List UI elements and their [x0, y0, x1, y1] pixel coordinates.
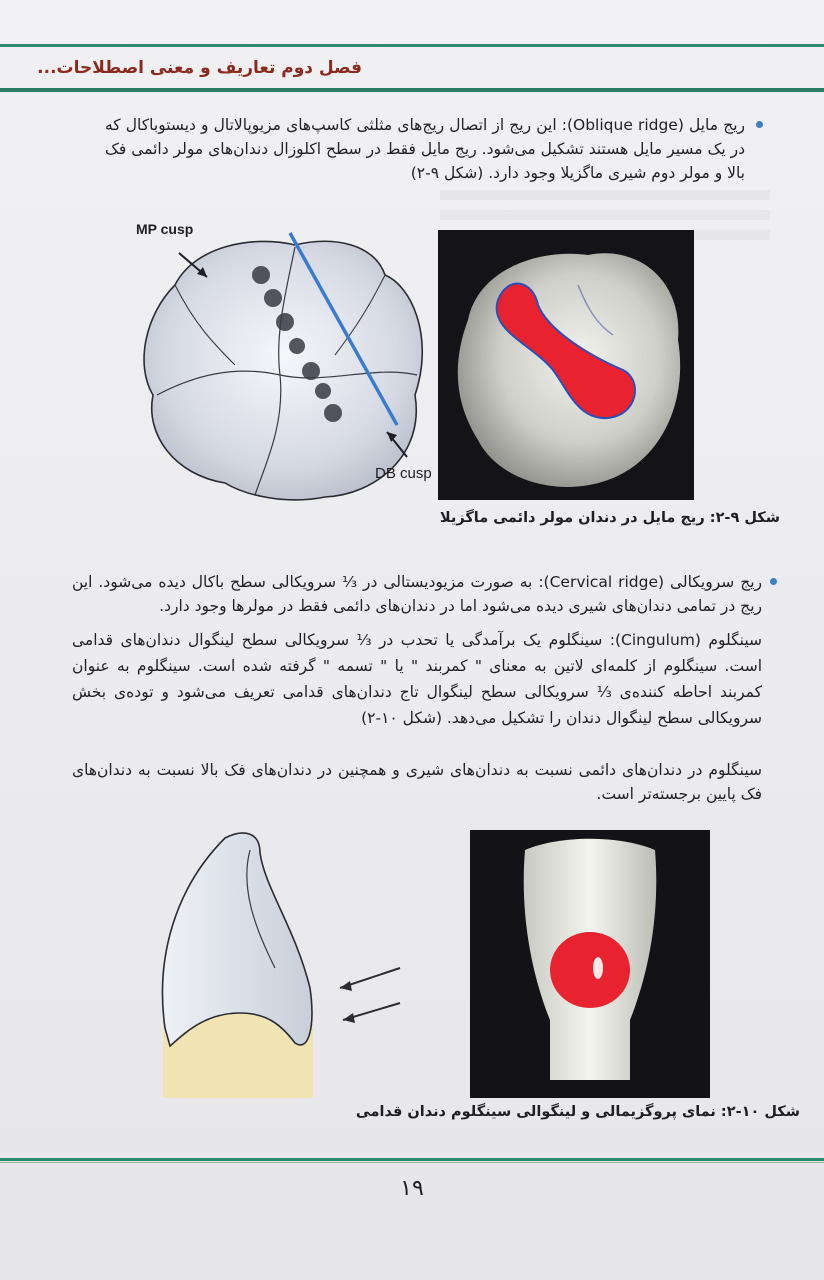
chapter-title: فصل دوم تعاریف و معنی اصطلاحات...: [37, 58, 362, 78]
molar-crown-outline: [144, 241, 422, 500]
footer-rule: [0, 1158, 824, 1161]
cingulum-paragraph: سینگلوم (Cingulum): سینگلوم یک برآمدگی یا تحدب در ⅓ سرویکالی سطح لینگوال دندان‌های قدامی است. سینگلوم از کلمه‌ای لاتین به معنای " کمربند " یا " تسمه " گرفته شده است. سینگلوم به عنوان کمربند احاطه کننده‌ی ⅓ سرویکالی سطح لینگوال تاج دندان‌های قدامی تعریف می‌شود و توده‌ی بخش سرویکالی سطح لینگوال دندان را تشکیل می‌دهد. (شکل ۱۰-۲): [72, 631, 762, 727]
oblique-ridge-paragraph: ریج مایل (Oblique ridge): این ریج از اتصال ریج‌های مثلثی کاسپ‌های مزیوپالاتال و دیستوباکال که در یک مسیر مایل هستند تشکیل می‌شود. ریج مایل فقط در سطح اکلوزال دندان‌های مولر دائمی فک بالا و مولر دوم شیری ماگزیلا وجود دارد. (شکل ۹-۲): [105, 116, 745, 182]
bullet-oblique: [756, 121, 763, 128]
header-rule-bottom: [0, 88, 824, 92]
molar-photo: [438, 230, 694, 500]
figure-10-caption: شکل ۱۰-۲: نمای پروگزیمالی و لینگوالی سینگلوم دندان قدامی: [355, 1104, 800, 1120]
label-mp-cusp: MP cusp: [136, 221, 194, 237]
figure-9-caption: شکل ۹-۲: ریج مایل در دندان مولر دائمی ماگزیلا: [439, 510, 780, 526]
cingulum-comparison-paragraph: سینگلوم در دندان‌های دائمی نسبت به دندان‌های شیری و همچنین در دندان‌های فک بالا نسبت به دندان‌های فک پایین برجسته‌تر است.: [72, 761, 762, 803]
bullet-cervical: [770, 578, 777, 585]
header-rule-top: [0, 44, 824, 47]
incisor-lingual-photo: [470, 830, 710, 1098]
label-db-cusp: DB cusp: [375, 465, 432, 482]
footer-rule-thin: [0, 1162, 824, 1163]
page-number: ۱۹: [400, 1176, 424, 1201]
cervical-ridge-paragraph: ریج سرویکالی (Cervical ridge): به صورت مزیودیستالی در ⅓ سرویکالی سطح باکال دیده می‌شود. این ریج در تمامی دندان‌های شیری دیده می‌شود اما در دندان‌های دائمی فقط در مولرها وجود دارد.: [72, 573, 763, 615]
cingulum-highlight: [550, 932, 630, 1008]
incisor-proximal-drawing: [145, 828, 410, 1098]
molar-occlusal-drawing: [135, 225, 440, 505]
